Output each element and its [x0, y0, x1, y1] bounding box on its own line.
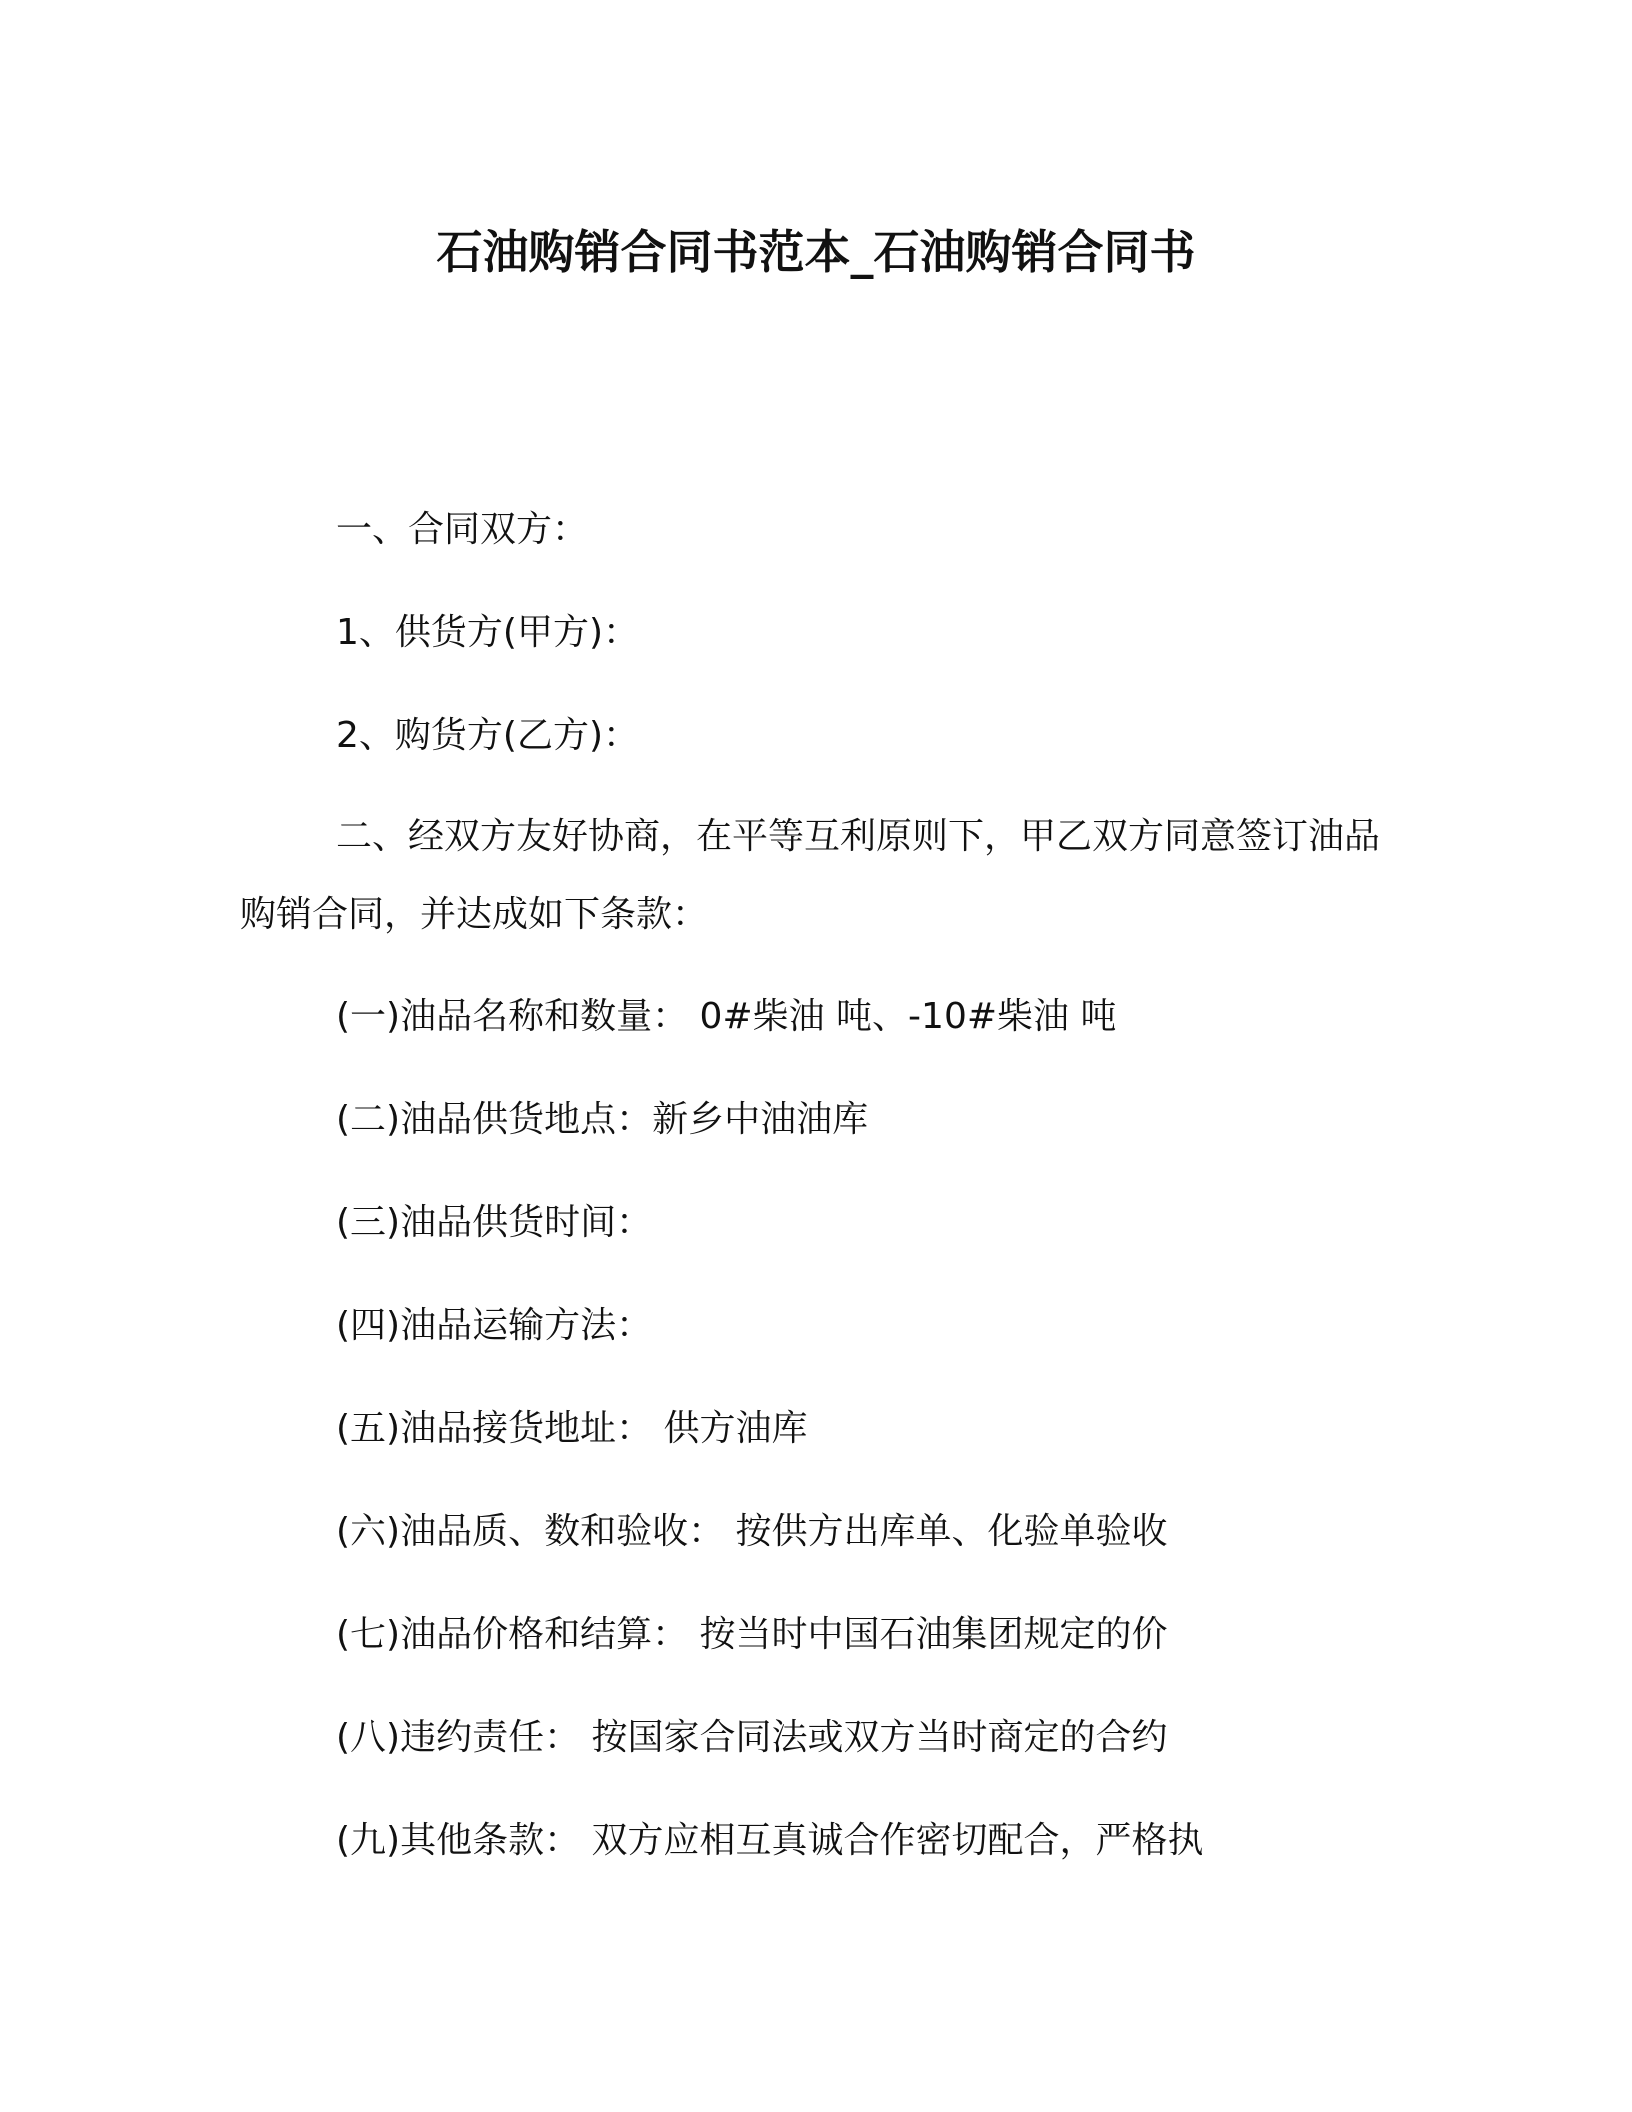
section-agreement-paragraph: 二、经双方友好协商，在平等互利原则下，甲乙双方同意签订油品购销合同，并达成如下条款：: [240, 816, 1381, 935]
clause-9: (九)其他条款： 双方应相互真诚合作密切配合，严格执: [336, 1820, 1204, 1861]
clause-4: (四)油品运输方法：: [336, 1305, 653, 1346]
document-title: 石油购销合同书范本_石油购销合同书: [436, 225, 1196, 279]
supplier-line: 1、供货方(甲方)：: [336, 612, 639, 653]
clause-2: (二)油品供货地点：新乡中油油库: [336, 1099, 869, 1140]
clause-5: (五)油品接货地址： 供方油库: [336, 1408, 808, 1449]
clause-3: (三)油品供货时间：: [336, 1202, 653, 1243]
clause-6: (六)油品质、数和验收： 按供方出库单、化验单验收: [336, 1511, 1168, 1552]
buyer-line: 2、购货方(乙方)：: [336, 715, 639, 756]
clause-8: (八)违约责任： 按国家合同法或双方当时商定的合约: [336, 1717, 1168, 1758]
section-parties-heading: 一、合同双方：: [336, 509, 589, 550]
clause-1: (一)油品名称和数量： 0#柴油 吨、-10#柴油 吨: [336, 996, 1117, 1037]
clause-7: (七)油品价格和结算： 按当时中国石油集团规定的价: [336, 1614, 1168, 1655]
